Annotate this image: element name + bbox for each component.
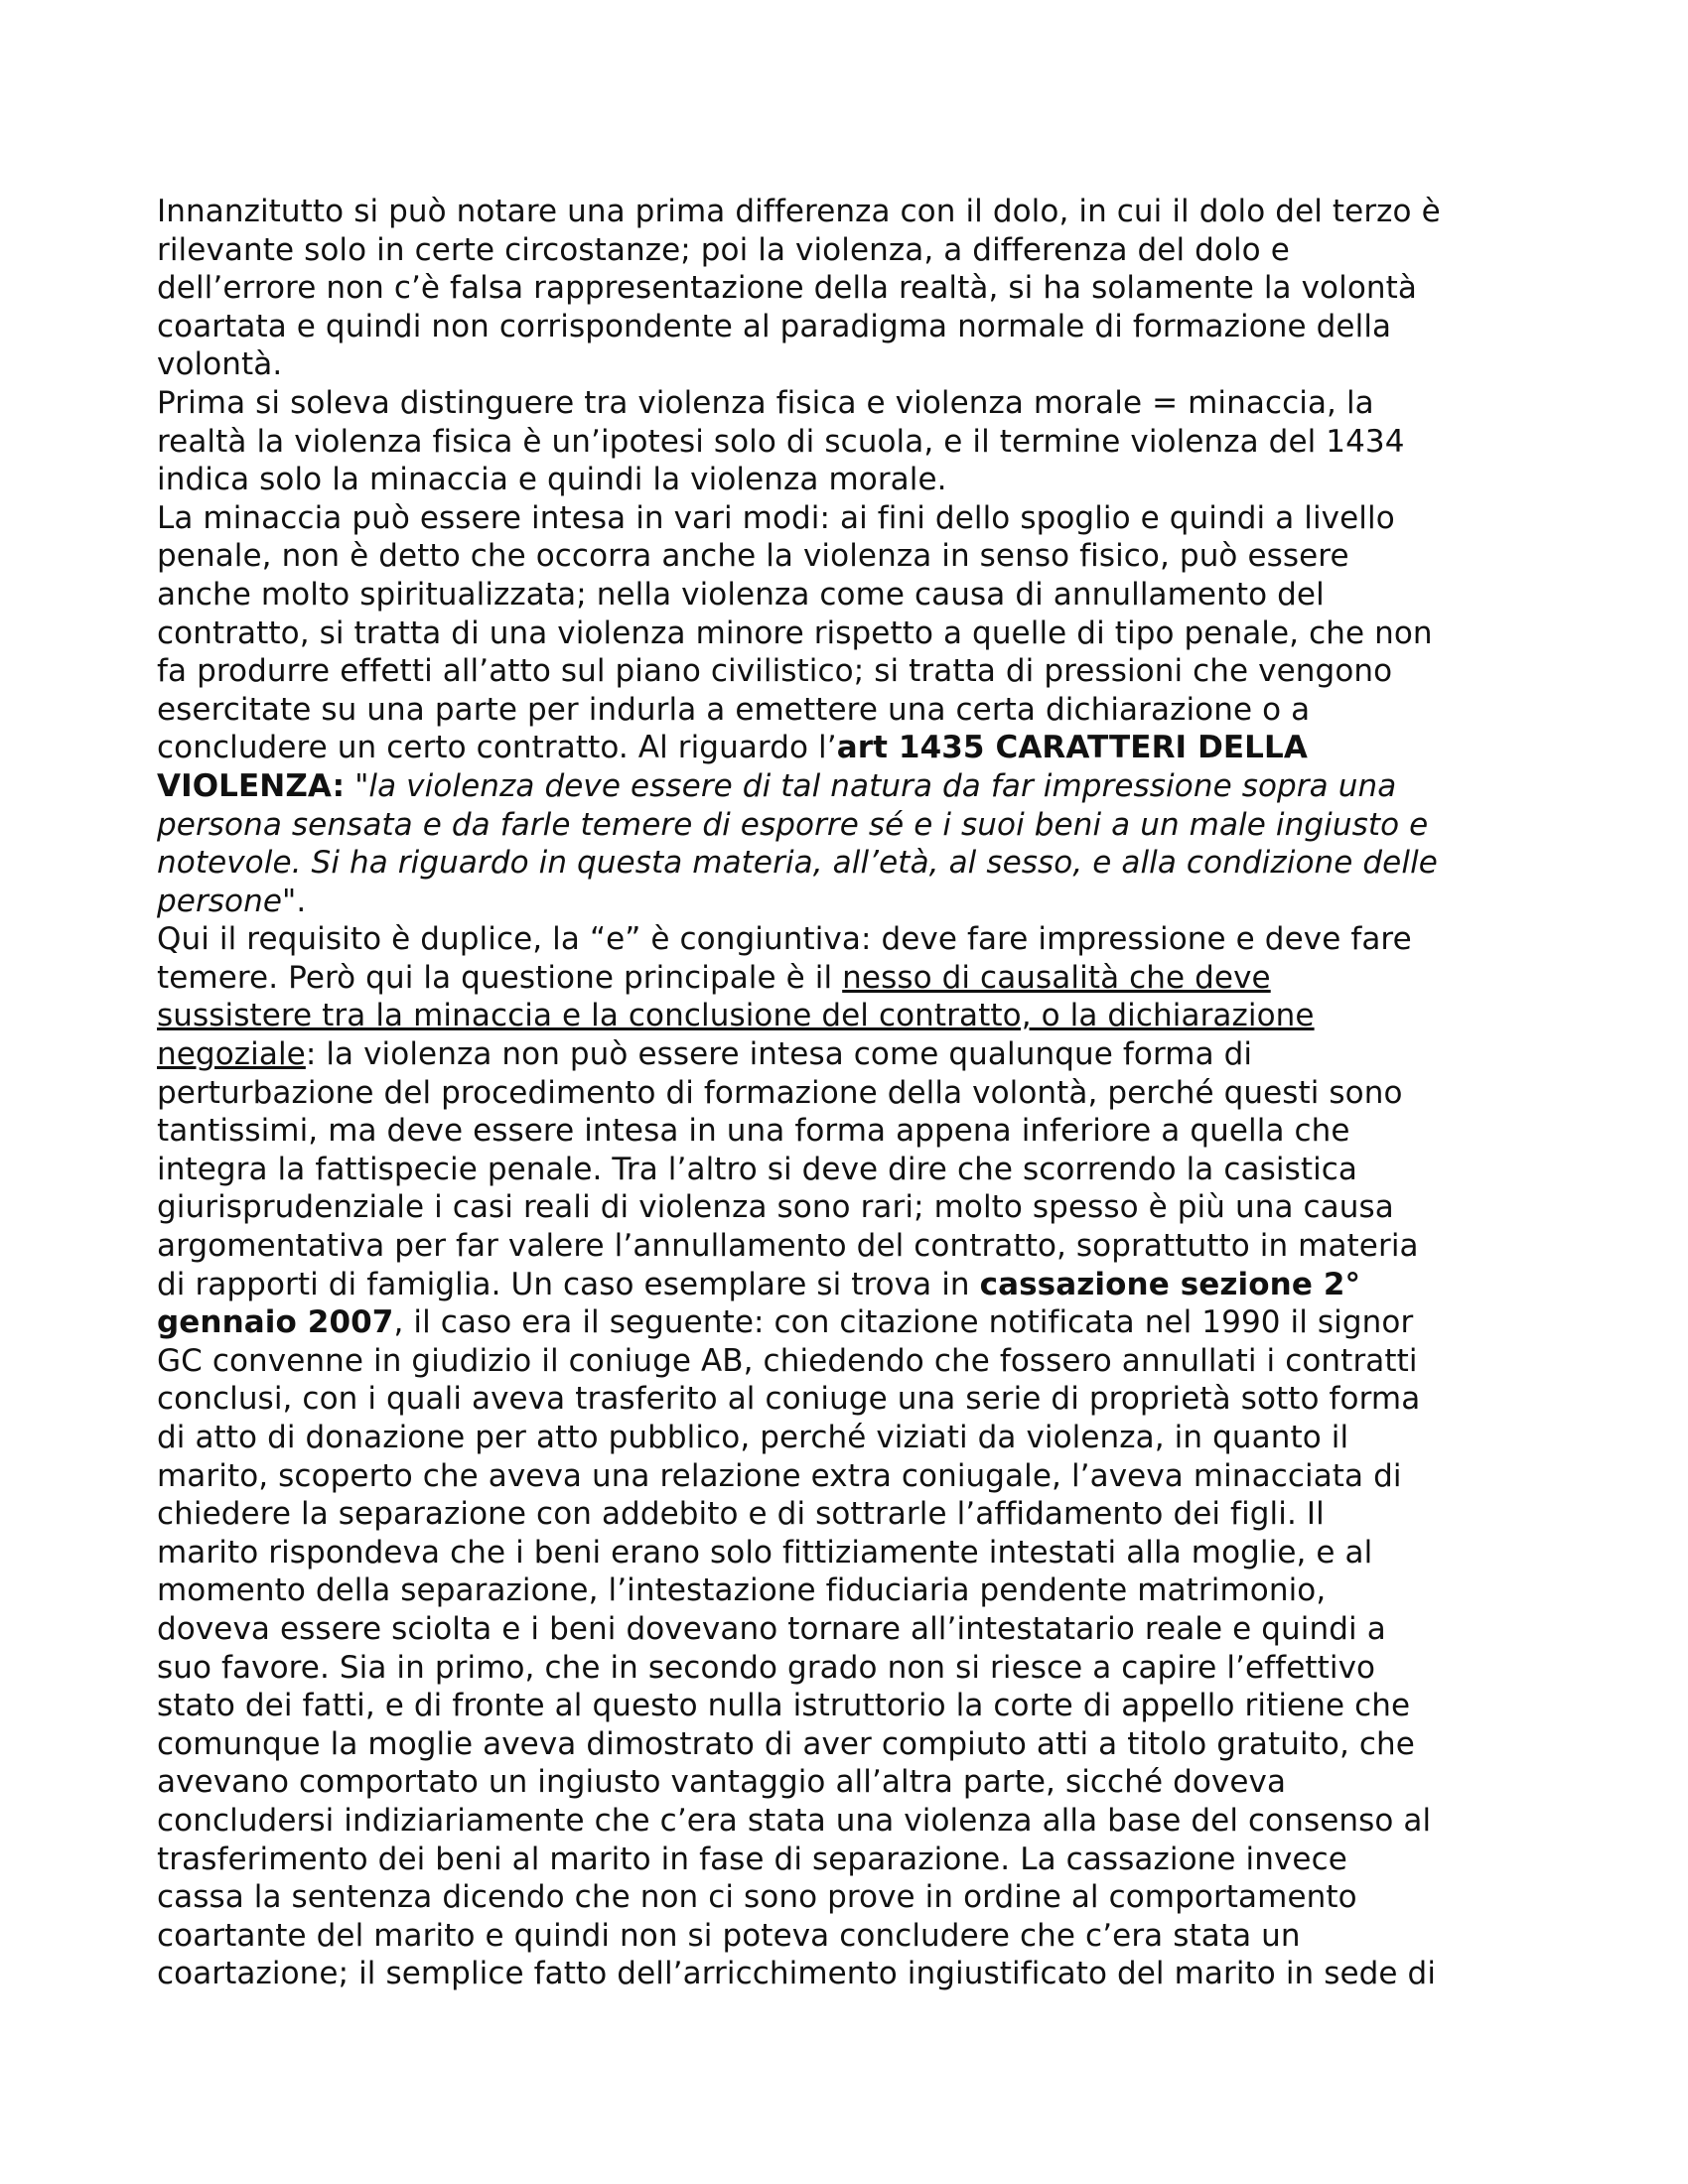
text-line: coartata e quindi non corrispondente al paradigma normale di formazione della [157, 308, 1392, 344]
text-run: concludere un certo contratto. Al riguardo l’ [157, 730, 837, 766]
text-line: giurisprudenziale i casi reali di violenza sono rari; molto spesso è più una causa [157, 1189, 1394, 1226]
text-line: GC convenne in giudizio il coniuge AB, chiedendo che fossero annullati i contratti [157, 1342, 1418, 1379]
text-line: trasferimento dei beni al marito in fase di separazione. La cassazione invece [157, 1841, 1347, 1877]
text-run: . [296, 883, 307, 919]
text-line: Innanzitutto si può notare una prima differenza con il dolo, in cui il dolo del terzo è [157, 194, 1441, 229]
case-reference: cassazione sezione 2° [979, 1266, 1361, 1302]
text-run: , il caso era il seguente: con citazione notificata nel 1990 il signor [393, 1304, 1414, 1341]
text-line: penale, non è detto che occorra anche la violenza in senso fisico, può essere [157, 538, 1349, 575]
text-line: rilevante solo in certe circostanze; poi la violenza, a differenza del dolo e [157, 231, 1290, 268]
paragraph-violenza-fisica [157, 384, 1527, 499]
text-line: stato dei fatti, e di fronte al questo nulla istruttorio la corte di appello ritiene che [157, 1688, 1411, 1724]
text-line: coartazione; il semplice fatto dell’arricchimento ingiustificato del marito in sede di [157, 1956, 1437, 1992]
text-line: cassa la sentenza dicendo che non ci sono prove in ordine al comportamento [157, 1879, 1357, 1916]
text-line: integra la fattispecie penale. Tra l’altro si deve dire che scorrendo la casistica [157, 1151, 1358, 1187]
text-line: marito rispondeva che i beni erano solo fittiziamente intestati alla moglie, e al [157, 1534, 1373, 1570]
text-run: di rapporti di famiglia. Un caso esemplare si trova in [157, 1266, 980, 1302]
text-line: Prima si soleva distinguere tra violenza fisica e violenza morale = minaccia, la [157, 384, 1374, 421]
text-line [157, 884, 306, 919]
text-line: concludersi indiziariamente che c’era stata una violenza alla base del consenso al [157, 1802, 1432, 1839]
paragraph-minaccia [157, 499, 1527, 921]
text-line: esercitate su una parte per indurla a emettere una certa dichiarazione o a [157, 691, 1311, 728]
text-line: marito, scoperto che aveva una relazione extra coniugale, l’aveva minacciata di [157, 1457, 1402, 1494]
text-line: argomentativa per far valere l’annullamento del contratto, soprattutto in materia [157, 1228, 1419, 1265]
underlined-text: sussistere tra la minaccia e la conclusione del contratto, o la dichiarazione [157, 998, 1315, 1034]
text-line: volontà. [157, 346, 283, 383]
article-reference: art 1435 CARATTERI DELLA [836, 730, 1308, 766]
text-line: La minaccia può essere intesa in vari modi: ai fini dello spoglio e quindi a livello [157, 499, 1395, 536]
text-run: : la violenza non può essere intesa come qualunque forma di [305, 1036, 1253, 1073]
text-line: coartante del marito e quindi non si poteva concludere che c’era stata un [157, 1917, 1301, 1954]
underlined-text: nesso di causalità che deve [842, 959, 1271, 996]
text-line [157, 1267, 1360, 1302]
document-body [157, 193, 1527, 1993]
text-line: fa produrre effetti all’atto sul piano civilistico; si tratta di pressioni che vengono [157, 653, 1393, 690]
article-title: VIOLENZA: [157, 767, 346, 804]
text-line: comunque la moglie aveva dimostrato di aver compiuto atti a titolo gratuito, che [157, 1725, 1415, 1762]
text-line: avevano comportato un ingiusto vantaggio all’altra parte, sicché doveva [157, 1764, 1287, 1801]
text-line: realtà la violenza fisica è un’ipotesi solo di scuola, e il termine violenza del 1434 [157, 423, 1405, 460]
text-line [157, 1036, 1252, 1072]
article-quote-line: notevole. Si ha riguardo in questa materia, all’età, al sesso, e alla condizione delle [157, 845, 1438, 882]
text-line [157, 1304, 1413, 1340]
text-line: suo favore. Sia in primo, che in secondo grado non si riesce a capire l’effettivo [157, 1649, 1376, 1686]
text-run: temere. Però qui la questione principale è il [157, 959, 843, 996]
article-quote-end: persone" [157, 883, 297, 919]
article-quote: "la violenza deve essere di tal natura da far impressione sopra una [345, 767, 1397, 804]
article-quote-line: persona sensata e da farle temere di esporre sé e i suoi beni a un male ingiusto e [157, 806, 1429, 843]
underlined-text: negoziale [157, 1036, 306, 1073]
text-line [157, 730, 1308, 765]
text-line: chiedere la separazione con addebito e di sottrarle l’affidamento dei figli. Il [157, 1496, 1325, 1533]
text-line: doveva essere sciolta e i beni dovevano tornare all’intestatario reale e quindi a [157, 1610, 1386, 1647]
text-line: contratto, si tratta di una violenza minore rispetto a quelle di tipo penale, che non [157, 614, 1433, 651]
paragraph-requisito [157, 920, 1527, 1993]
text-line [157, 768, 1396, 804]
text-line: perturbazione del procedimento di formazione della volontà, perché questi sono [157, 1074, 1403, 1111]
text-line: tantissimi, ma deve essere intesa in una forma appena inferiore a quella che [157, 1113, 1350, 1150]
text-line: dell’errore non c’è falsa rappresentazione della realtà, si ha solamente la volontà [157, 270, 1417, 307]
text-line: di atto di donazione per atto pubblico, perché viziati da violenza, in quanto il [157, 1420, 1349, 1455]
paragraph-dolo [157, 193, 1527, 384]
text-line: Qui il requisito è duplice, la “e” è congiuntiva: deve fare impressione e deve fare [157, 921, 1412, 958]
text-line: momento della separazione, l’intestazione fiduciaria pendente matrimonio, [157, 1572, 1327, 1609]
text-line [157, 960, 1271, 996]
case-date: gennaio 2007 [157, 1304, 394, 1341]
text-line: indica solo la minaccia e quindi la violenza morale. [157, 462, 947, 498]
text-line: conclusi, con i quali aveva trasferito al coniuge una serie di proprietà sotto forma [157, 1381, 1421, 1418]
text-line: anche molto spiritualizzata; nella violenza come causa di annullamento del [157, 576, 1325, 613]
